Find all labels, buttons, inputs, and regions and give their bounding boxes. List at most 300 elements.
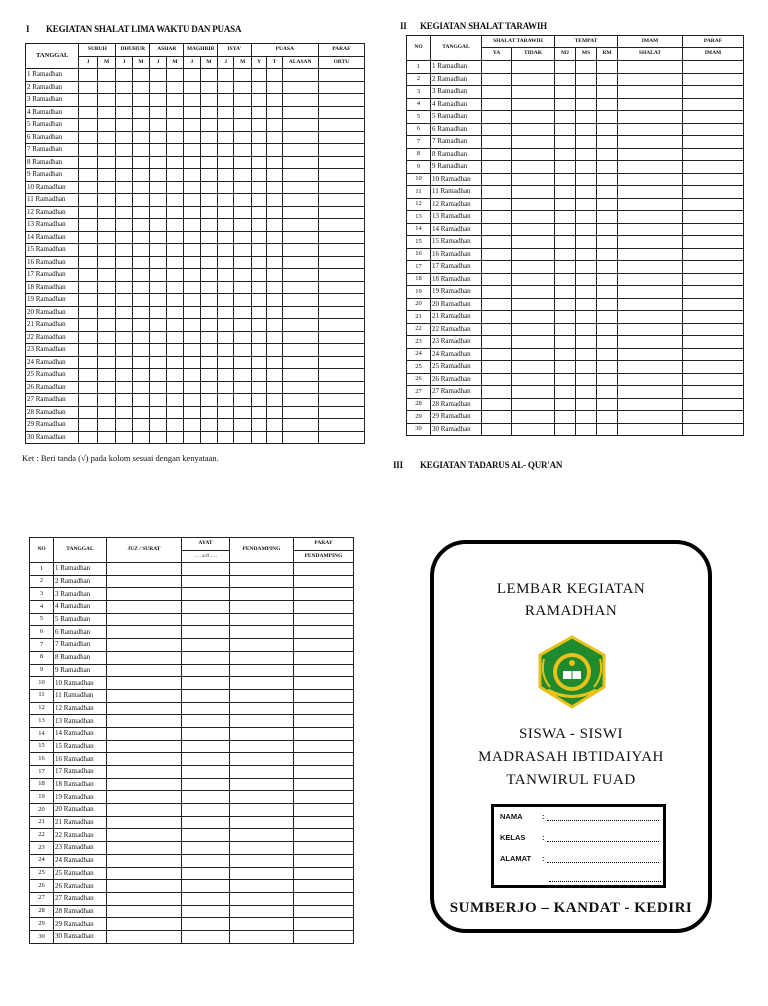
check-cell[interactable]	[79, 69, 97, 82]
check-cell[interactable]	[234, 131, 251, 144]
check-cell[interactable]	[200, 194, 217, 207]
check-cell[interactable]	[683, 248, 744, 261]
check-cell[interactable]	[282, 356, 318, 369]
check-cell[interactable]	[150, 281, 166, 294]
check-cell[interactable]	[234, 294, 251, 307]
check-cell[interactable]	[132, 194, 149, 207]
check-cell[interactable]	[234, 344, 251, 357]
check-cell[interactable]	[132, 419, 149, 432]
check-cell[interactable]	[597, 348, 618, 361]
check-cell[interactable]	[618, 286, 683, 299]
entry-cell[interactable]	[107, 601, 182, 614]
entry-cell[interactable]	[294, 892, 354, 905]
check-cell[interactable]	[618, 423, 683, 436]
check-cell[interactable]	[150, 344, 166, 357]
check-cell[interactable]	[267, 369, 282, 382]
check-cell[interactable]	[234, 106, 251, 119]
check-cell[interactable]	[200, 69, 217, 82]
check-cell[interactable]	[318, 369, 364, 382]
check-cell[interactable]	[512, 198, 555, 211]
check-cell[interactable]	[482, 423, 512, 436]
check-cell[interactable]	[618, 198, 683, 211]
check-cell[interactable]	[251, 369, 266, 382]
check-cell[interactable]	[576, 123, 597, 136]
check-cell[interactable]	[512, 186, 555, 199]
check-cell[interactable]	[200, 344, 217, 357]
check-cell[interactable]	[79, 331, 97, 344]
check-cell[interactable]	[267, 356, 282, 369]
check-cell[interactable]	[618, 211, 683, 224]
entry-cell[interactable]	[230, 664, 294, 677]
check-cell[interactable]	[184, 331, 200, 344]
check-cell[interactable]	[318, 106, 364, 119]
check-cell[interactable]	[555, 273, 576, 286]
check-cell[interactable]	[683, 98, 744, 111]
check-cell[interactable]	[267, 294, 282, 307]
entry-cell[interactable]	[230, 918, 294, 931]
entry-cell[interactable]	[107, 816, 182, 829]
check-cell[interactable]	[318, 119, 364, 132]
check-cell[interactable]	[318, 319, 364, 332]
check-cell[interactable]	[79, 344, 97, 357]
check-cell[interactable]	[482, 273, 512, 286]
check-cell[interactable]	[218, 256, 234, 269]
check-cell[interactable]	[555, 323, 576, 336]
check-cell[interactable]	[618, 136, 683, 149]
address-field[interactable]	[500, 854, 659, 863]
check-cell[interactable]	[97, 419, 116, 432]
check-cell[interactable]	[79, 281, 97, 294]
check-cell[interactable]	[116, 106, 132, 119]
entry-cell[interactable]	[230, 563, 294, 576]
check-cell[interactable]	[482, 223, 512, 236]
check-cell[interactable]	[318, 269, 364, 282]
check-cell[interactable]	[318, 194, 364, 207]
check-cell[interactable]	[97, 281, 116, 294]
check-cell[interactable]	[150, 294, 166, 307]
check-cell[interactable]	[150, 331, 166, 344]
check-cell[interactable]	[234, 381, 251, 394]
check-cell[interactable]	[555, 373, 576, 386]
check-cell[interactable]	[683, 273, 744, 286]
check-cell[interactable]	[79, 231, 97, 244]
check-cell[interactable]	[482, 348, 512, 361]
check-cell[interactable]	[318, 181, 364, 194]
check-cell[interactable]	[555, 61, 576, 74]
check-cell[interactable]	[116, 81, 132, 94]
check-cell[interactable]	[512, 386, 555, 399]
entry-cell[interactable]	[294, 930, 354, 943]
check-cell[interactable]	[218, 294, 234, 307]
entry-cell[interactable]	[294, 677, 354, 690]
check-cell[interactable]	[116, 356, 132, 369]
check-cell[interactable]	[555, 423, 576, 436]
check-cell[interactable]	[166, 94, 183, 107]
check-cell[interactable]	[318, 306, 364, 319]
entry-cell[interactable]	[230, 778, 294, 791]
check-cell[interactable]	[234, 156, 251, 169]
check-cell[interactable]	[576, 398, 597, 411]
check-cell[interactable]	[79, 419, 97, 432]
entry-cell[interactable]	[230, 867, 294, 880]
check-cell[interactable]	[576, 186, 597, 199]
check-cell[interactable]	[166, 281, 183, 294]
check-cell[interactable]	[555, 73, 576, 86]
check-cell[interactable]	[184, 269, 200, 282]
entry-cell[interactable]	[182, 867, 230, 880]
check-cell[interactable]	[200, 306, 217, 319]
check-cell[interactable]	[555, 86, 576, 99]
check-cell[interactable]	[555, 161, 576, 174]
check-cell[interactable]	[150, 219, 166, 232]
check-cell[interactable]	[97, 231, 116, 244]
check-cell[interactable]	[97, 431, 116, 444]
check-cell[interactable]	[482, 286, 512, 299]
check-cell[interactable]	[318, 431, 364, 444]
entry-cell[interactable]	[294, 791, 354, 804]
check-cell[interactable]	[150, 394, 166, 407]
check-cell[interactable]	[597, 273, 618, 286]
entry-cell[interactable]	[230, 575, 294, 588]
check-cell[interactable]	[618, 411, 683, 424]
check-cell[interactable]	[184, 281, 200, 294]
check-cell[interactable]	[79, 81, 97, 94]
check-cell[interactable]	[512, 86, 555, 99]
check-cell[interactable]	[576, 386, 597, 399]
check-cell[interactable]	[251, 306, 266, 319]
check-cell[interactable]	[512, 373, 555, 386]
check-cell[interactable]	[318, 344, 364, 357]
check-cell[interactable]	[267, 94, 282, 107]
check-cell[interactable]	[318, 406, 364, 419]
check-cell[interactable]	[97, 131, 116, 144]
entry-cell[interactable]	[182, 905, 230, 918]
check-cell[interactable]	[184, 69, 200, 82]
check-cell[interactable]	[282, 381, 318, 394]
check-cell[interactable]	[555, 198, 576, 211]
check-cell[interactable]	[97, 194, 116, 207]
check-cell[interactable]	[318, 281, 364, 294]
check-cell[interactable]	[318, 381, 364, 394]
check-cell[interactable]	[267, 156, 282, 169]
entry-cell[interactable]	[182, 740, 230, 753]
check-cell[interactable]	[97, 181, 116, 194]
check-cell[interactable]	[184, 81, 200, 94]
entry-cell[interactable]	[230, 677, 294, 690]
check-cell[interactable]	[184, 106, 200, 119]
check-cell[interactable]	[251, 356, 266, 369]
check-cell[interactable]	[512, 411, 555, 424]
check-cell[interactable]	[597, 236, 618, 249]
check-cell[interactable]	[166, 194, 183, 207]
entry-cell[interactable]	[230, 626, 294, 639]
check-cell[interactable]	[79, 369, 97, 382]
check-cell[interactable]	[683, 61, 744, 74]
check-cell[interactable]	[184, 431, 200, 444]
check-cell[interactable]	[597, 323, 618, 336]
entry-cell[interactable]	[294, 867, 354, 880]
entry-cell[interactable]	[182, 753, 230, 766]
entry-cell[interactable]	[107, 613, 182, 626]
check-cell[interactable]	[597, 61, 618, 74]
check-cell[interactable]	[200, 294, 217, 307]
check-cell[interactable]	[512, 311, 555, 324]
check-cell[interactable]	[597, 298, 618, 311]
check-cell[interactable]	[200, 394, 217, 407]
check-cell[interactable]	[251, 269, 266, 282]
check-cell[interactable]	[116, 306, 132, 319]
check-cell[interactable]	[132, 431, 149, 444]
check-cell[interactable]	[132, 306, 149, 319]
check-cell[interactable]	[150, 156, 166, 169]
check-cell[interactable]	[512, 98, 555, 111]
check-cell[interactable]	[597, 336, 618, 349]
entry-cell[interactable]	[107, 740, 182, 753]
check-cell[interactable]	[132, 94, 149, 107]
check-cell[interactable]	[150, 169, 166, 182]
check-cell[interactable]	[576, 298, 597, 311]
check-cell[interactable]	[234, 431, 251, 444]
check-cell[interactable]	[482, 136, 512, 149]
check-cell[interactable]	[166, 331, 183, 344]
entry-cell[interactable]	[182, 664, 230, 677]
entry-cell[interactable]	[294, 753, 354, 766]
check-cell[interactable]	[132, 244, 149, 257]
check-cell[interactable]	[555, 186, 576, 199]
check-cell[interactable]	[218, 356, 234, 369]
entry-cell[interactable]	[182, 778, 230, 791]
entry-cell[interactable]	[107, 918, 182, 931]
check-cell[interactable]	[482, 198, 512, 211]
check-cell[interactable]	[184, 144, 200, 157]
check-cell[interactable]	[282, 106, 318, 119]
check-cell[interactable]	[97, 369, 116, 382]
check-cell[interactable]	[79, 381, 97, 394]
check-cell[interactable]	[251, 231, 266, 244]
entry-cell[interactable]	[182, 816, 230, 829]
check-cell[interactable]	[251, 94, 266, 107]
check-cell[interactable]	[683, 348, 744, 361]
check-cell[interactable]	[150, 181, 166, 194]
check-cell[interactable]	[200, 144, 217, 157]
check-cell[interactable]	[282, 369, 318, 382]
check-cell[interactable]	[597, 261, 618, 274]
check-cell[interactable]	[282, 431, 318, 444]
check-cell[interactable]	[683, 423, 744, 436]
entry-cell[interactable]	[294, 563, 354, 576]
check-cell[interactable]	[132, 219, 149, 232]
check-cell[interactable]	[218, 394, 234, 407]
entry-cell[interactable]	[230, 804, 294, 817]
check-cell[interactable]	[282, 169, 318, 182]
address-continuation-field[interactable]	[500, 873, 661, 882]
check-cell[interactable]	[576, 261, 597, 274]
check-cell[interactable]	[512, 423, 555, 436]
check-cell[interactable]	[79, 244, 97, 257]
entry-cell[interactable]	[182, 892, 230, 905]
check-cell[interactable]	[251, 319, 266, 332]
check-cell[interactable]	[482, 186, 512, 199]
entry-cell[interactable]	[230, 613, 294, 626]
check-cell[interactable]	[597, 173, 618, 186]
check-cell[interactable]	[576, 273, 597, 286]
check-cell[interactable]	[618, 161, 683, 174]
check-cell[interactable]	[555, 223, 576, 236]
entry-cell[interactable]	[182, 639, 230, 652]
check-cell[interactable]	[116, 394, 132, 407]
entry-cell[interactable]	[107, 689, 182, 702]
check-cell[interactable]	[512, 323, 555, 336]
check-cell[interactable]	[512, 336, 555, 349]
check-cell[interactable]	[282, 244, 318, 257]
check-cell[interactable]	[184, 131, 200, 144]
check-cell[interactable]	[597, 398, 618, 411]
entry-cell[interactable]	[294, 842, 354, 855]
check-cell[interactable]	[576, 311, 597, 324]
check-cell[interactable]	[218, 369, 234, 382]
entry-cell[interactable]	[182, 651, 230, 664]
check-cell[interactable]	[200, 281, 217, 294]
check-cell[interactable]	[512, 398, 555, 411]
check-cell[interactable]	[482, 336, 512, 349]
check-cell[interactable]	[318, 131, 364, 144]
check-cell[interactable]	[218, 131, 234, 144]
check-cell[interactable]	[116, 294, 132, 307]
check-cell[interactable]	[132, 256, 149, 269]
check-cell[interactable]	[116, 194, 132, 207]
entry-cell[interactable]	[230, 588, 294, 601]
check-cell[interactable]	[97, 69, 116, 82]
entry-cell[interactable]	[182, 854, 230, 867]
check-cell[interactable]	[618, 98, 683, 111]
check-cell[interactable]	[116, 344, 132, 357]
check-cell[interactable]	[683, 386, 744, 399]
check-cell[interactable]	[618, 248, 683, 261]
check-cell[interactable]	[282, 406, 318, 419]
class-dotted-line[interactable]	[547, 834, 659, 842]
entry-cell[interactable]	[107, 727, 182, 740]
entry-cell[interactable]	[230, 740, 294, 753]
check-cell[interactable]	[267, 269, 282, 282]
check-cell[interactable]	[166, 169, 183, 182]
entry-cell[interactable]	[294, 588, 354, 601]
check-cell[interactable]	[555, 236, 576, 249]
check-cell[interactable]	[597, 248, 618, 261]
check-cell[interactable]	[184, 356, 200, 369]
check-cell[interactable]	[116, 69, 132, 82]
check-cell[interactable]	[132, 131, 149, 144]
check-cell[interactable]	[116, 156, 132, 169]
check-cell[interactable]	[166, 81, 183, 94]
check-cell[interactable]	[251, 119, 266, 132]
check-cell[interactable]	[282, 194, 318, 207]
check-cell[interactable]	[482, 86, 512, 99]
check-cell[interactable]	[597, 311, 618, 324]
check-cell[interactable]	[234, 281, 251, 294]
check-cell[interactable]	[184, 181, 200, 194]
check-cell[interactable]	[218, 94, 234, 107]
entry-cell[interactable]	[294, 918, 354, 931]
check-cell[interactable]	[97, 94, 116, 107]
name-dotted-line[interactable]	[547, 813, 659, 821]
check-cell[interactable]	[166, 119, 183, 132]
check-cell[interactable]	[184, 319, 200, 332]
check-cell[interactable]	[234, 231, 251, 244]
check-cell[interactable]	[200, 431, 217, 444]
entry-cell[interactable]	[182, 601, 230, 614]
check-cell[interactable]	[267, 106, 282, 119]
check-cell[interactable]	[79, 131, 97, 144]
check-cell[interactable]	[116, 381, 132, 394]
check-cell[interactable]	[576, 61, 597, 74]
check-cell[interactable]	[482, 361, 512, 374]
check-cell[interactable]	[683, 73, 744, 86]
check-cell[interactable]	[282, 419, 318, 432]
entry-cell[interactable]	[294, 766, 354, 779]
check-cell[interactable]	[166, 131, 183, 144]
check-cell[interactable]	[251, 294, 266, 307]
check-cell[interactable]	[482, 386, 512, 399]
check-cell[interactable]	[166, 256, 183, 269]
check-cell[interactable]	[597, 373, 618, 386]
check-cell[interactable]	[512, 248, 555, 261]
entry-cell[interactable]	[182, 689, 230, 702]
check-cell[interactable]	[184, 256, 200, 269]
check-cell[interactable]	[318, 169, 364, 182]
check-cell[interactable]	[150, 269, 166, 282]
entry-cell[interactable]	[107, 651, 182, 664]
entry-cell[interactable]	[107, 867, 182, 880]
check-cell[interactable]	[218, 106, 234, 119]
check-cell[interactable]	[683, 373, 744, 386]
check-cell[interactable]	[576, 286, 597, 299]
check-cell[interactable]	[482, 123, 512, 136]
check-cell[interactable]	[200, 156, 217, 169]
entry-cell[interactable]	[294, 613, 354, 626]
check-cell[interactable]	[597, 423, 618, 436]
check-cell[interactable]	[597, 98, 618, 111]
check-cell[interactable]	[218, 406, 234, 419]
check-cell[interactable]	[683, 198, 744, 211]
check-cell[interactable]	[282, 119, 318, 132]
check-cell[interactable]	[576, 336, 597, 349]
check-cell[interactable]	[79, 194, 97, 207]
entry-cell[interactable]	[182, 613, 230, 626]
check-cell[interactable]	[166, 106, 183, 119]
check-cell[interactable]	[555, 248, 576, 261]
check-cell[interactable]	[512, 273, 555, 286]
check-cell[interactable]	[79, 319, 97, 332]
check-cell[interactable]	[166, 219, 183, 232]
check-cell[interactable]	[267, 181, 282, 194]
check-cell[interactable]	[116, 94, 132, 107]
check-cell[interactable]	[282, 344, 318, 357]
entry-cell[interactable]	[107, 677, 182, 690]
entry-cell[interactable]	[230, 702, 294, 715]
check-cell[interactable]	[555, 298, 576, 311]
entry-cell[interactable]	[182, 880, 230, 893]
check-cell[interactable]	[512, 261, 555, 274]
check-cell[interactable]	[132, 119, 149, 132]
entry-cell[interactable]	[107, 892, 182, 905]
check-cell[interactable]	[282, 231, 318, 244]
entry-cell[interactable]	[182, 804, 230, 817]
check-cell[interactable]	[576, 373, 597, 386]
check-cell[interactable]	[150, 356, 166, 369]
entry-cell[interactable]	[182, 715, 230, 728]
check-cell[interactable]	[618, 273, 683, 286]
check-cell[interactable]	[79, 219, 97, 232]
